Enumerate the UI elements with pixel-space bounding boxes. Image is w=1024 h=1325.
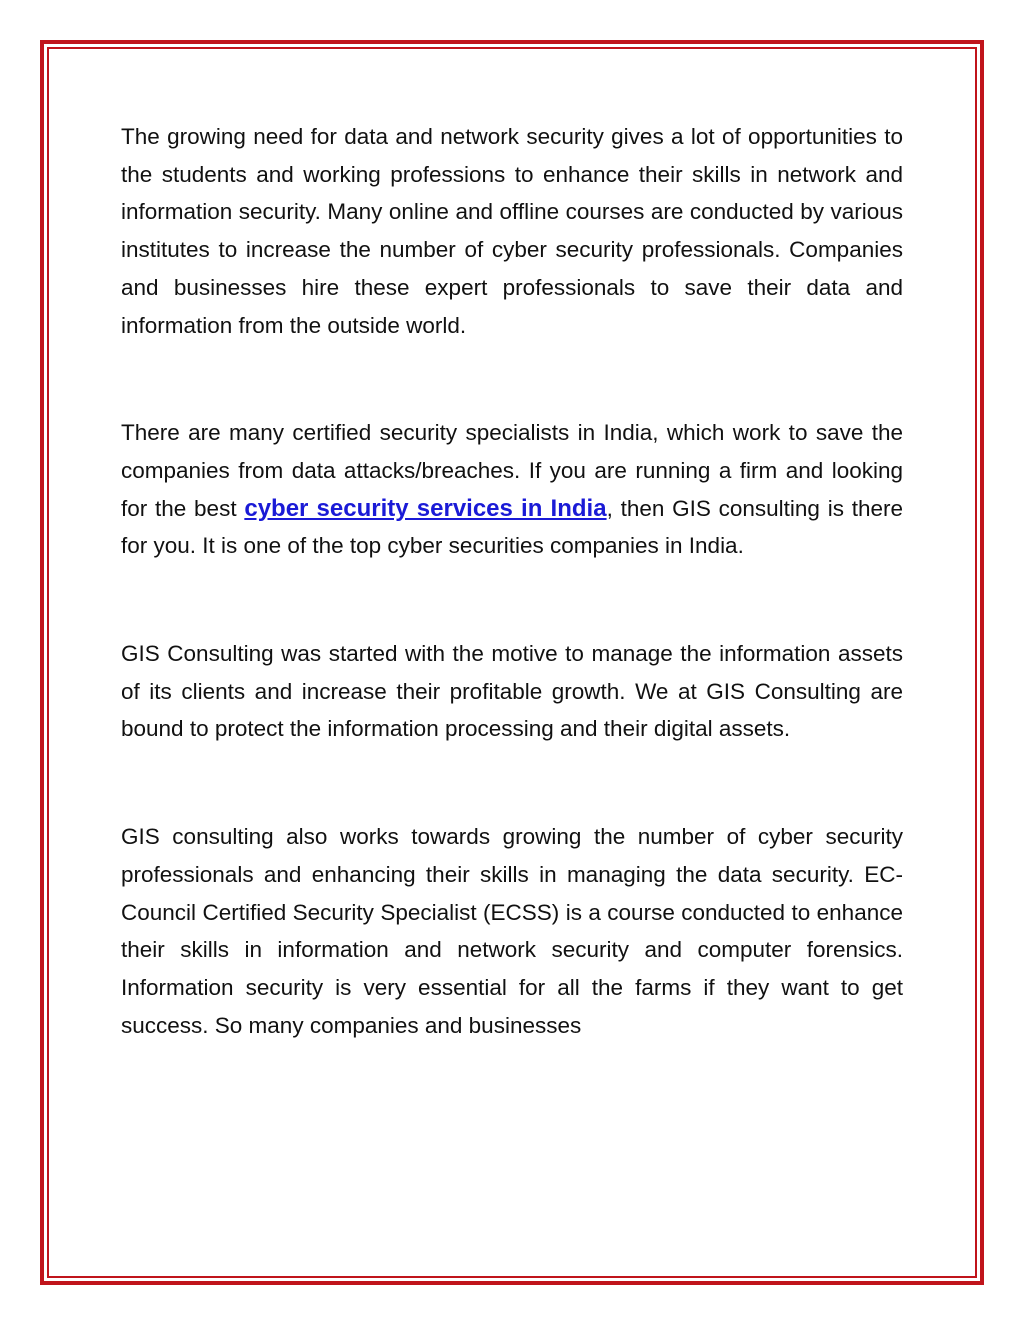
paragraph-2 [121, 414, 903, 565]
paragraph-2-text-start: There are many certified security specialists in India, which work to save the companies from data attacks/breaches. If you are running a firm and looking for the best [121, 420, 903, 521]
paragraph-1: The growing need for data and network security gives a lot of opportunities to the students and working professions to enhance their skills in network and information security. Many online and offline courses are conducted by various institutes to increase the number of cyber security professionals. Companies and businesses hire these expert professionals to save their data and information from the outside world. [121, 124, 903, 338]
paragraph-3: GIS Consulting was started with the motive to manage the information assets of its clients and increase their profitable growth. We at GIS Consulting are bound to protect the information processing and their digital assets. [121, 641, 903, 742]
paragraph-4: GIS consulting also works towards growing the number of cyber security professionals and enhancing their skills in managing the data security. EC-Council Certified Security Specialist (ECSS) is a course conducted to enhance their skills in information and network security and computer forensics. Information security is very essential for all the farms if they want to get success. So many companies and businesses [121, 824, 903, 1038]
document-body [121, 118, 903, 1044]
cyber-security-services-link[interactable]: cyber security services in India [244, 494, 607, 522]
paragraph-2-text-end: , then GIS consulting is there for you. It is one of the top cyber securities companies in India. [121, 495, 903, 559]
